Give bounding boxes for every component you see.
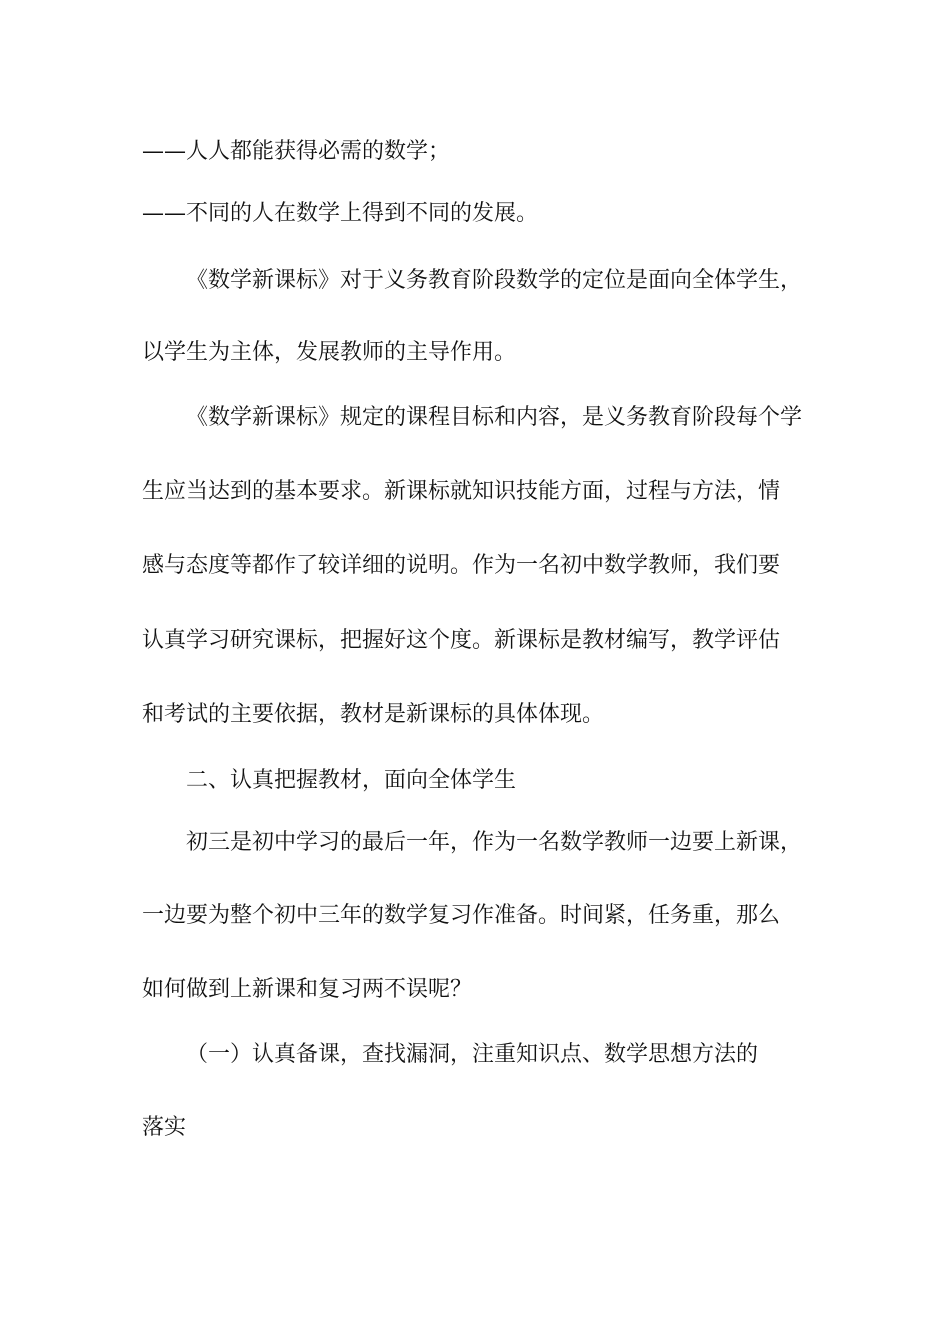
text-line: ——不同的人在数学上得到不同的发展。 [142, 201, 539, 226]
text-line: 一边要为整个初中三年的数学复习作准备。时间紧，任务重，那么 [142, 903, 781, 928]
text-line: ——人人都能获得必需的数学； [142, 139, 451, 164]
text-line: 生应当达到的基本要求。新课标就知识技能方面，过程与方法，情 [142, 479, 781, 504]
paragraph-first-line: 初三是初中学习的最后一年，作为一名数学教师一边要上新课， [186, 830, 803, 855]
text-line: 和考试的主要依据，教材是新课标的具体体现。 [142, 702, 605, 727]
section-heading: 二、认真把握教材，面向全体学生 [186, 768, 517, 793]
text-line: 感与态度等都作了较详细的说明。作为一名初中数学教师，我们要 [142, 553, 781, 578]
paragraph-first-line: 《数学新课标》对于义务教育阶段数学的定位是面向全体学生， [186, 268, 803, 293]
paragraph-first-line: 《数学新课标》规定的课程目标和内容，是义务教育阶段每个学 [186, 405, 803, 430]
subsection-heading: （一）认真备课，查找漏洞，注重知识点、数学思想方法的 [186, 1042, 759, 1067]
text-line: 如何做到上新课和复习两不误呢？ [142, 977, 473, 1002]
text-line: 认真学习研究课标，把握好这个度。新课标是教材编写，教学评估 [142, 628, 781, 653]
text-line: 以学生为主体，发展教师的主导作用。 [142, 340, 517, 365]
text-line: 落实 [142, 1115, 187, 1140]
